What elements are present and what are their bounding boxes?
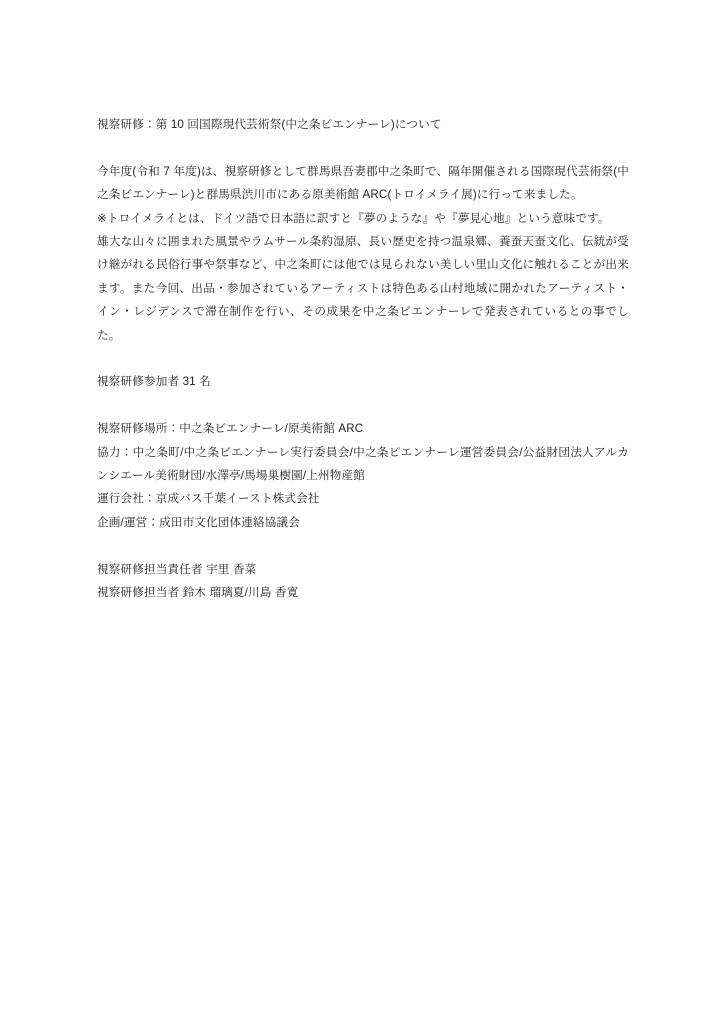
participants-count: 視察研修参加者 31 名 — [97, 375, 211, 389]
detail-cooperation: 協力：中之条町/中之条ビエンナーレ実行委員会/中之条ビエンナーレ運営委員会/公益財団法人アルカンシエール美術財団/水澤亭/馬場巣樹園/上州物産館 — [97, 445, 629, 483]
spacer — [97, 347, 629, 370]
detail-location: 視察研修場所：中之条ビエンナーレ/原美術館 ARC — [97, 422, 364, 436]
detail-organizer: 企画/運営：成田市文化団体連絡協議会 — [97, 515, 301, 529]
paragraph-description: 雄大な山々に囲まれた風景やラムサール条約湿原、長い歴史を持つ温泉郷、養蚕天蚕文化、伝統が受け継がれる民俗行事や祭事など、中之条町には他では見られない美しい里山文化に触れることが出来ます。また今回、出品・参加されているアーティストは特色ある山村地域に開かれたアーティスト・イン・レジデンスで滞在制作を行い、その成果を中之条ビエンナーレで発表されているとの事でした。 — [97, 235, 629, 342]
spacer — [97, 136, 629, 159]
paragraph-note: ※トロイメライとは、ドイツ語で日本語に訳すと『夢のような』や『夢見心地』という意味です。 — [97, 211, 610, 225]
staff-members: 視察研修担当者 鈴木 瑠璃夏/川島 香寛 — [97, 586, 299, 600]
detail-transport: 運行会社：京成バス千葉イースト株式会社 — [97, 492, 320, 506]
staff-manager: 視察研修担当責任者 宇里 香菜 — [97, 562, 257, 576]
document-title: 視察研修：第 10 回国際現代芸術祭(中之条ビエンナーレ)について — [97, 118, 442, 131]
paragraph-intro: 今年度(令和 7 年度)は、視察研修として群馬県吾妻郡中之条町で、隔年開催される国際現代芸術祭(中之条ビエンナーレ)と群馬県渋川市にある原美術館 ARC(トロイメライ展)に行って来ました。 — [97, 164, 629, 202]
spacer — [97, 534, 629, 557]
spacer — [97, 394, 629, 417]
document-body — [97, 113, 629, 604]
